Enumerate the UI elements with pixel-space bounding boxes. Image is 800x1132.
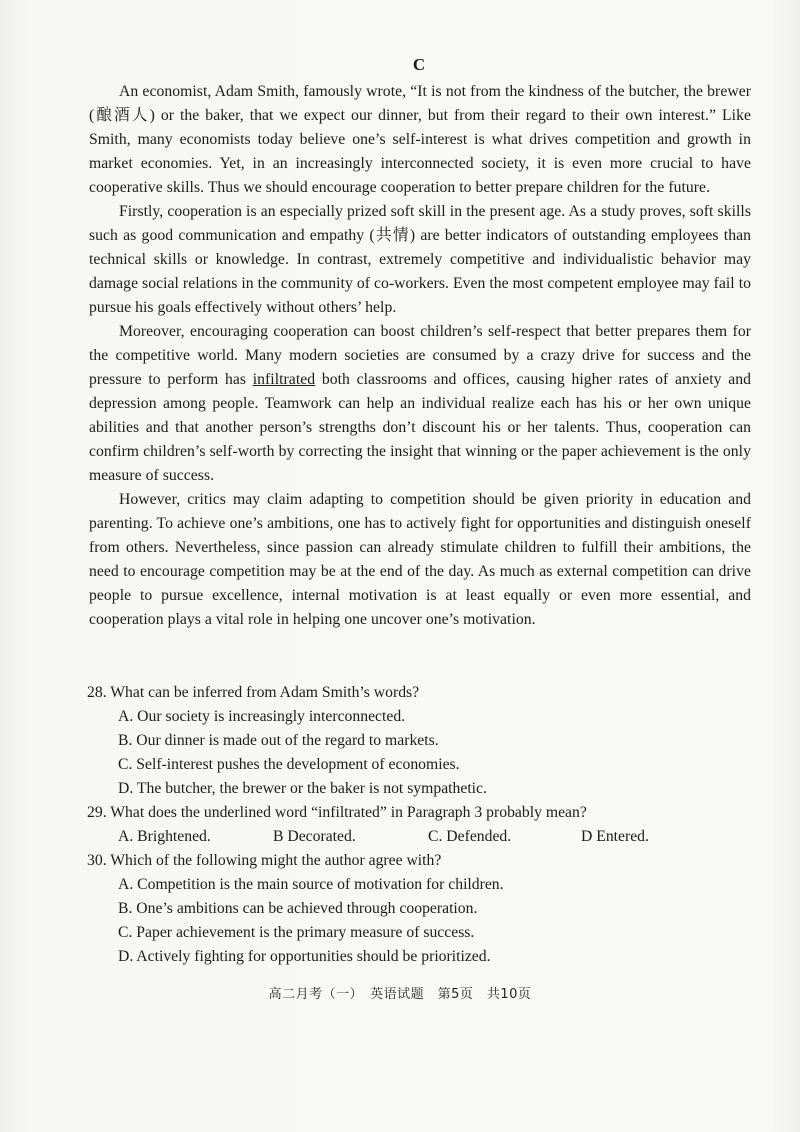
page-footer: 高二月考（一） 英语试题 第5页 共10页 (268, 987, 532, 1002)
option-b: B. Our dinner is made out of the regard to markets. (118, 732, 439, 749)
option-c: C. Paper achievement is the primary measure of success. (118, 924, 475, 941)
question-stem: 29. What does the underlined word “infiltrated” in Paragraph 3 probably mean? (87, 804, 587, 821)
question-list (87, 681, 767, 969)
option-c: C. Self-interest pushes the development of economies. (118, 756, 460, 773)
question-stem: 28. What can be inferred from Adam Smith’s words? (87, 684, 420, 701)
section-title: C (412, 55, 426, 74)
option-c: C. Defended. (428, 828, 512, 845)
option-d: D. Actively fighting for opportunities should be prioritized. (118, 948, 491, 965)
reading-passage (89, 80, 751, 632)
paragraph-2: Firstly, cooperation is an especially prized soft skill in the present age. As a study proves, soft skills such as good communication and empathy (共情) are better indicators of outstanding employees than technical skills or knowledge. In contrast, extremely competitive and individualistic behavior may damage social relations in the community of co-workers. Even the most competent employee may fail to pursue his goals effectively without others’ help. (89, 203, 751, 316)
question-28 (87, 681, 767, 801)
question-stem: 30. Which of the following might the author agree with? (87, 852, 442, 869)
question-30 (87, 849, 767, 969)
option-a: A. Brightened. (118, 828, 211, 845)
option-a: A. Our society is increasingly interconnected. (118, 708, 406, 725)
option-b: B Decorated. (273, 828, 356, 845)
question-29 (87, 801, 767, 849)
option-a: A. Competition is the main source of motivation for children. (118, 876, 504, 893)
option-d: D. The butcher, the brewer or the baker is not sympathetic. (118, 780, 487, 797)
paragraph-3 (89, 320, 751, 488)
option-d: D Entered. (581, 828, 649, 845)
paragraph-3-after: both classrooms and offices, causing higher rates of anxiety and depression among people. Teamwork can help an individual realize each has his or her own unique abilities and that another person’s strengths don’t discount his or her talents. Thus, cooperation can confirm children’s self-worth by correcting the insight that winning or the paper achievement is the only measure of success. (89, 371, 751, 484)
option-b: B. One’s ambitions can be achieved through cooperation. (118, 900, 478, 917)
options-row (118, 825, 767, 849)
paragraph-4: However, critics may claim adapting to competition should be given priority in education and parenting. To achieve one’s ambitions, one has to actively fight for opportunities and distinguish oneself from others. Nevertheless, since passion can already stimulate children to fulfill their ambitions, the need to encourage competition may be at the end of the day. As much as external competition can drive people to pursue excellence, internal motivation is at least equally or even more essential, and cooperation plays a vital role in helping one uncover one’s motivation. (89, 491, 751, 628)
paragraph-1: An economist, Adam Smith, famously wrote, “It is not from the kindness of the butcher, the brewer (酿酒人) or the baker, that we expect our dinner, but from their regard to their own interest.” Like Smith, many economists today believe one’s self-interest is what drives competition and growth in market economies. Yet, in an increasingly interconnected society, it is even more crucial to have cooperative skills. Thus we should encourage cooperation to better prepare children for the future. (89, 83, 751, 196)
underlined-word: infiltrated (252, 371, 316, 388)
paragraph-3-before: Moreover, encouraging cooperation can boost children’s self-respect that better prepares them for the competitive world. Many modern societies are consumed by a crazy drive for success and the pressure to perform has (89, 323, 751, 388)
